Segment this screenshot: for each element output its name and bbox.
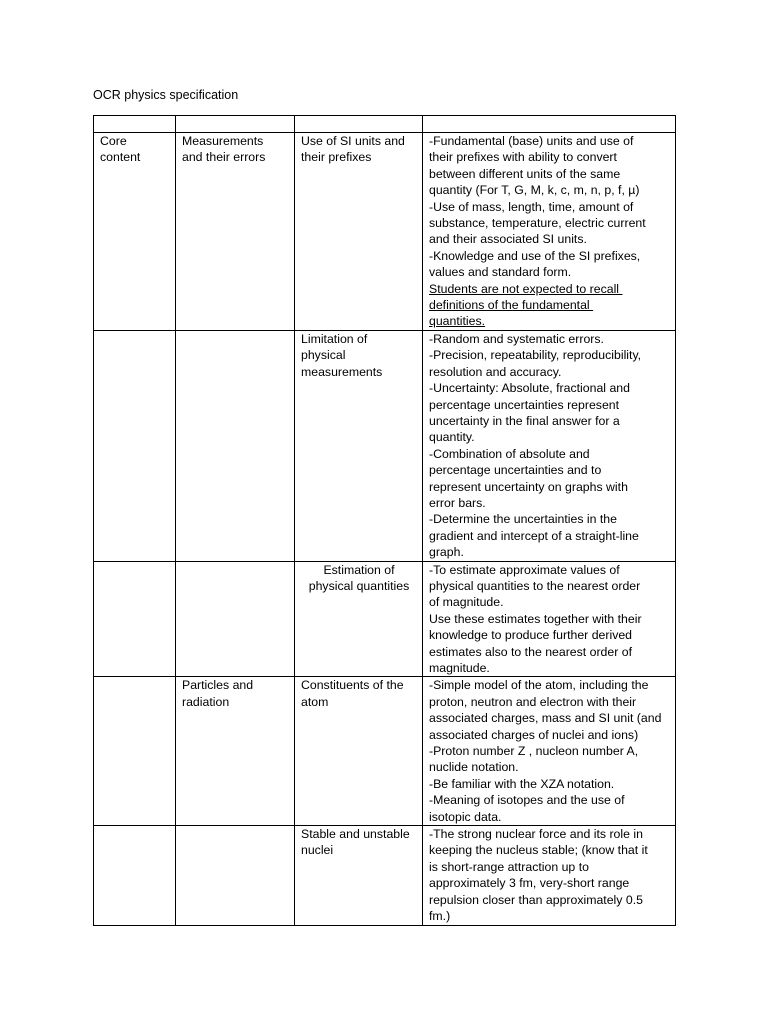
cell-text-line: -Determine the uncertainties in the — [429, 512, 617, 527]
cell-text-line: substance, temperature, electric current — [429, 216, 646, 231]
cell-text-line: proton, neutron and electron with their — [429, 694, 637, 709]
cell-text-line: associated charges, mass and SI unit (and — [429, 711, 662, 726]
cell-text-line: approximately 3 fm, very-short range — [429, 876, 630, 891]
cell-text-line: nuclide notation. — [429, 760, 519, 775]
cell-text-line: content — [100, 150, 141, 165]
cell-text-line: -Meaning of isotopes and the use of — [429, 793, 625, 808]
cell-text-line: radiation — [182, 694, 230, 709]
cell-text-line: physical quantities — [308, 578, 410, 593]
cell-text-line: -Be familiar with the XZA notation. — [429, 776, 615, 791]
section-cell — [94, 330, 176, 561]
cell-text-line: and their errors — [182, 150, 266, 165]
cell-text-line: and their associated SI units. — [429, 232, 587, 247]
cell-text-line: physical quantities to the nearest order — [429, 578, 641, 593]
table-row — [94, 330, 676, 561]
section-cell — [94, 133, 176, 331]
cell-text-line: error bars. — [429, 495, 486, 510]
content-cell — [423, 330, 676, 561]
cell-text-line: -Knowledge and use of the SI prefixes, — [429, 248, 641, 263]
underlined-note-line: Students are not expected to recall — [429, 281, 623, 296]
cell-text-line: fm.) — [429, 909, 451, 924]
cell-text-line: graph. — [429, 545, 464, 560]
cell-text-line: quantity (For T, G, M, k, c, m, n, p, f, µ) — [429, 183, 640, 198]
cell-text-line: Core — [100, 134, 127, 148]
table-header-row — [94, 116, 676, 133]
cell-text-line: -Precision, repeatability, reproducibility, — [429, 348, 642, 363]
document-title: OCR physics specification — [93, 88, 239, 102]
cell-text-line: atom — [301, 694, 329, 709]
topic-cell — [176, 677, 295, 826]
cell-text-line: Constituents of the — [301, 678, 404, 693]
cell-text-line: percentage uncertainties represent — [429, 397, 620, 412]
cell-text-line: Limitation of — [301, 331, 368, 346]
content-cell — [423, 561, 676, 677]
cell-text-line: Estimation of — [323, 562, 395, 577]
cell-text-line: Measurements — [182, 134, 264, 148]
cell-text-line: Use these estimates together with their — [429, 611, 642, 626]
cell-text-line: represent uncertainty on graphs with — [429, 479, 628, 494]
cell-text-line: -Fundamental (base) units and use of — [429, 134, 634, 148]
cell-text-line: measurements — [301, 364, 383, 379]
header-cell — [94, 116, 176, 133]
cell-text-line: resolution and accuracy. — [429, 364, 562, 379]
section-cell — [94, 826, 176, 925]
specification-table — [93, 115, 676, 926]
table-row — [94, 826, 676, 925]
content-cell — [423, 133, 676, 331]
content-cell — [423, 677, 676, 826]
subtopic-cell — [295, 330, 423, 561]
topic-cell — [176, 133, 295, 331]
section-cell — [94, 561, 176, 677]
cell-text-line: physical — [301, 348, 346, 363]
cell-text-line: repulsion closer than approximately 0.5 — [429, 892, 643, 907]
subtopic-cell — [295, 561, 423, 677]
cell-text-line: Use of SI units and — [301, 134, 405, 148]
cell-text-line: -Simple model of the atom, including the — [429, 678, 649, 693]
cell-text-line: Stable and unstable — [301, 827, 410, 842]
cell-text-line: estimates also to the nearest order of — [429, 644, 633, 659]
cell-text-line: -Uncertainty: Absolute, fractional and — [429, 381, 630, 396]
cell-text-line: is short-range attraction up to — [429, 859, 589, 874]
underlined-note-line: quantities. — [429, 314, 486, 329]
subtopic-cell — [295, 826, 423, 925]
table-row — [94, 133, 676, 331]
cell-text-line: -Random and systematic errors. — [429, 331, 604, 346]
cell-text-line: associated charges of nuclei and ions) — [429, 727, 639, 742]
cell-text-line: uncertainty in the final answer for a — [429, 413, 620, 428]
cell-text-line: -Combination of absolute and — [429, 446, 590, 461]
cell-text-line: magnitude. — [429, 661, 490, 675]
header-cell — [176, 116, 295, 133]
cell-text-line: gradient and intercept of a straight-line — [429, 528, 639, 543]
cell-text-line: their prefixes — [301, 150, 372, 165]
cell-text-line: -Use of mass, length, time, amount of — [429, 199, 634, 214]
cell-text-line: of magnitude. — [429, 595, 504, 610]
header-cell — [423, 116, 676, 133]
cell-text-line: -To estimate approximate values of — [429, 562, 620, 577]
cell-text-line: quantity. — [429, 430, 475, 445]
cell-text-line: values and standard form. — [429, 265, 572, 280]
cell-text-line: Particles and — [182, 678, 254, 693]
topic-cell — [176, 826, 295, 925]
cell-text-line: keeping the nucleus stable; (know that it — [429, 843, 648, 858]
content-cell — [423, 826, 676, 925]
cell-text-line: knowledge to produce further derived — [429, 628, 633, 643]
topic-cell — [176, 330, 295, 561]
cell-text-line: between different units of the same — [429, 166, 621, 181]
subtopic-cell — [295, 133, 423, 331]
header-cell — [295, 116, 423, 133]
cell-text-line: their prefixes with ability to convert — [429, 150, 617, 165]
section-cell — [94, 677, 176, 826]
cell-text-line: -The strong nuclear force and its role in — [429, 827, 643, 842]
table-row — [94, 677, 676, 826]
cell-text-line: percentage uncertainties and to — [429, 463, 602, 478]
table-row — [94, 561, 676, 677]
cell-text-line: -Proton number Z , nucleon number A, — [429, 744, 639, 759]
subtopic-cell — [295, 677, 423, 826]
topic-cell — [176, 561, 295, 677]
cell-text-line: isotopic data. — [429, 809, 502, 824]
underlined-note-line: definitions of the fundamental — [429, 298, 594, 313]
cell-text-line: nuclei — [301, 843, 334, 858]
